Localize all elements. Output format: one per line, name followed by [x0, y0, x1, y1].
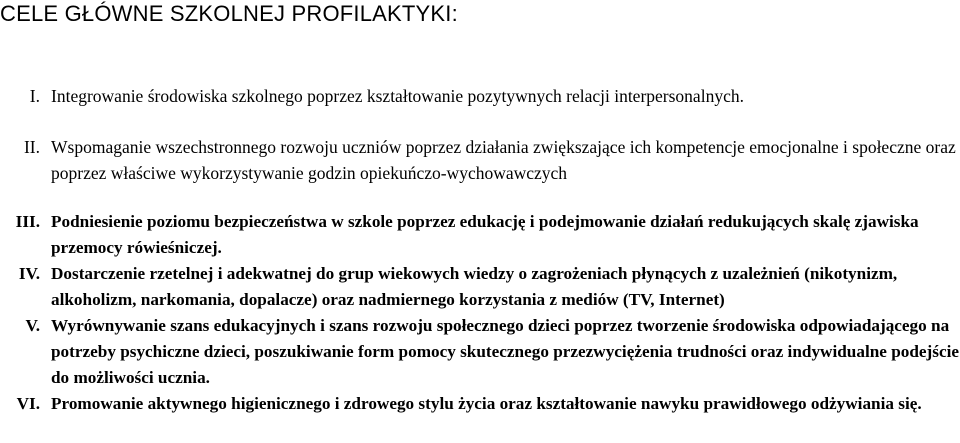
goal-text: Podniesienie poziomu bezpieczeństwa w szkole poprzez edukację i podejmowanie działań redukujących skalę zjawiska przemocy rówieśniczej.	[51, 212, 919, 257]
goal-text: Dostarczenie rzetelnej i adekwatnej do grup wiekowych wiedzy o zagrożeniach płynących z uzależnień (nikotynizm, alkoholizm, narkomania, dopalacze) oraz nadmiernego korzystania z mediów (TV, Internet)	[51, 264, 898, 309]
goal-item-5	[0, 313, 960, 391]
goal-text: Wspomaganie wszechstronnego rozwoju uczniów poprzez działania zwiększające ich kompetencje emocjonalne i społeczne oraz poprzez właściwe wykorzystywanie godzin opiekuńczo-wychowawczych	[51, 137, 956, 183]
goal-item-3	[0, 209, 960, 261]
goal-item-4	[0, 261, 960, 313]
goal-numeral: II.	[23, 137, 40, 157]
page-title: CELE GŁÓWNE SZKOLNEJ PROFILAKTYKI:	[0, 1, 458, 26]
goal-numeral: I.	[29, 86, 40, 106]
goal-numeral: V.	[25, 316, 40, 335]
goal-text: Wyrównywanie szans edukacyjnych i szans rozwoju społecznego dzieci poprzez tworzenie środowiska odpowiadającego na potrzeby psychiczne dzieci, poszukiwanie form pomocy skutecznego przezwyciężenia trudności oraz indywidualne podejście do możliwości ucznia.	[51, 316, 959, 387]
goal-numeral: III.	[15, 212, 40, 231]
goal-item-2	[0, 134, 960, 186]
goal-text: Integrowanie środowiska szkolnego poprzez kształtowanie pozytywnych relacji interpersonalnych.	[51, 86, 744, 106]
goal-item-6	[0, 391, 960, 443]
goal-numeral: IV.	[18, 264, 40, 283]
goal-text: Promowanie aktywnego higienicznego i zdrowego stylu życia oraz kształtowanie nawyku prawidłowego odżywiania się.	[51, 394, 922, 413]
goal-numeral: VI.	[16, 394, 40, 413]
goal-item-1	[0, 83, 960, 109]
